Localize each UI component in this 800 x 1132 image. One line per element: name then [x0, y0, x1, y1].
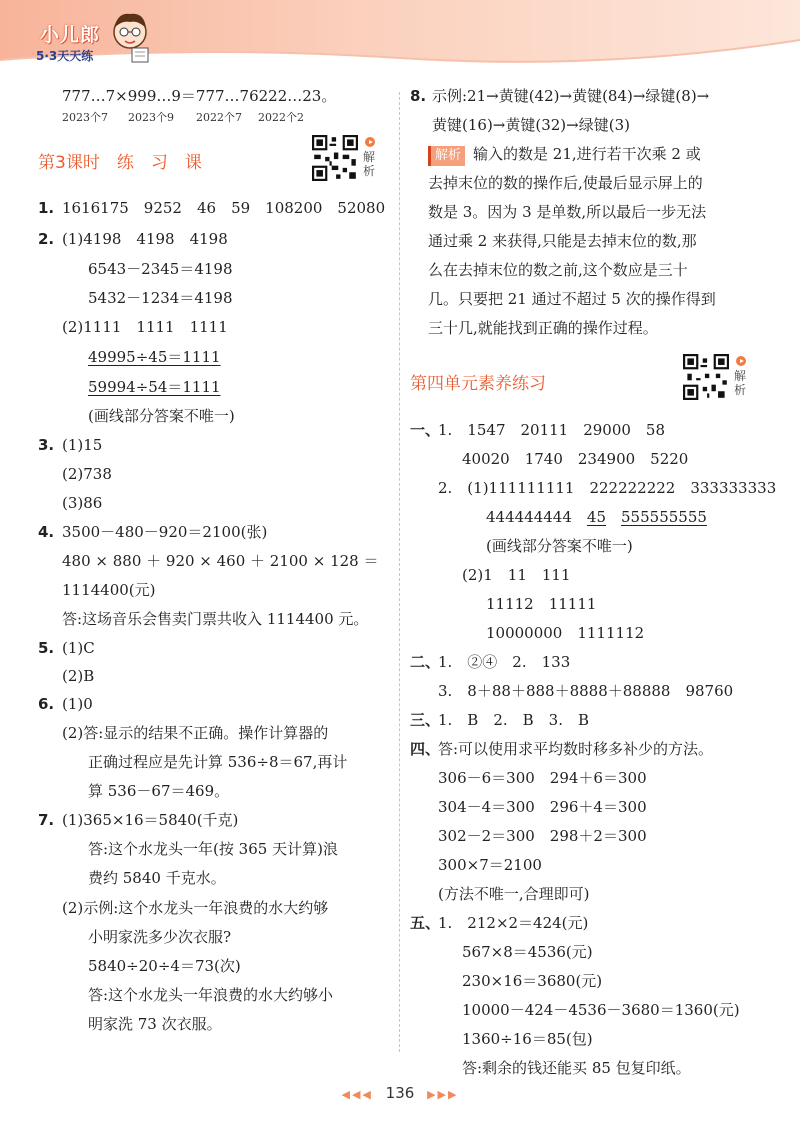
q6-2-line3: 算 536－67＝469。: [88, 782, 230, 800]
footer-right-arrows: ▶▶▶: [427, 1088, 459, 1101]
q2-2-eq1: 49995÷45＝1111: [88, 348, 221, 366]
q6-2-line2: 正确过程应是先计算 536÷8＝67,再计: [88, 753, 348, 771]
q2-1-eq2: 5432－1234＝4198: [88, 289, 233, 307]
q4-line2: 480 × 880 ＋ 920 × 460 ＋ 2100 × 128 ＝: [62, 552, 379, 570]
part1-q2-underline2: 555555555: [621, 508, 707, 526]
part1-q1-line2: 40020 1740 234900 5220: [462, 450, 689, 468]
q7-1-answer1: 答:这个水龙头一年(按 365 天计算)浪: [88, 840, 338, 858]
part4-eq2: 304－4＝300 296＋4＝300: [438, 798, 647, 816]
equation-sub-1: 2023个7: [62, 111, 108, 124]
part4-eq4: 300×7＝2100: [438, 856, 542, 874]
part1-q2-2-line2: 11112 11111: [486, 595, 597, 613]
part3-answers: 1. B 2. B 3. B: [438, 711, 590, 729]
q7-2-answer2: 明家洗 73 次衣服。: [88, 1015, 222, 1033]
qr-explain-label-unit4: 解析: [734, 369, 747, 397]
qr-explain-label: 解析: [363, 150, 376, 178]
q7-2-line1: (2)示例:这个水龙头一年浪费的水大约够: [62, 899, 329, 917]
part2-line2: 3. 8＋88＋888＋8888＋88888 98760: [438, 682, 734, 700]
jiexi-text1: 输入的数是 21,进行若干次乘 2 或: [473, 145, 701, 163]
part4-eq3: 302－2＝300 298＋2＝300: [438, 827, 647, 845]
q8-line2: 黄键(16)→黄键(32)→绿键(3): [432, 116, 630, 134]
q4-answer: 答:这场音乐会售卖门票共收入 1114400 元。: [62, 610, 369, 628]
q2-number: 2.: [38, 230, 55, 248]
q5-number: 5.: [38, 639, 55, 657]
q4-line1: 3500－480－920＝2100(张): [62, 523, 268, 541]
part1-q2-note: (画线部分答案不唯一): [486, 537, 633, 555]
section-title-lesson3: 第3课时 练 习 课: [38, 153, 202, 173]
part5-eq3: 230×16＝3680(元): [462, 972, 603, 990]
part1-q2-underline1: 45: [586, 508, 606, 526]
part1-q2-2-line3: 10000000 1111112: [486, 624, 645, 642]
page-footer: [0, 1084, 800, 1102]
part1-q1: 1. 1547 20111 29000 58: [438, 421, 666, 439]
part1-q2-2-line1: (2)1 11 111: [462, 566, 571, 584]
part5-answer: 答:剩余的钱还能买 85 包复印纸。: [462, 1059, 691, 1077]
q5-1: (1)C: [62, 639, 95, 657]
footer-left-arrows: ◀◀◀: [341, 1088, 373, 1101]
q1-number: 1.: [38, 199, 55, 217]
qr-code-icon[interactable]: [312, 135, 358, 181]
part1-q2-line1: 2. (1)111111111 222222222 333333333: [438, 479, 777, 497]
q3-number: 3.: [38, 436, 55, 454]
q4-number: 4.: [38, 523, 55, 541]
part4-answer: 答:可以使用求平均数时移多补少的方法。: [438, 740, 714, 758]
equation-sub-2: 2023个9: [128, 111, 174, 124]
logo-subtitle: 5·3天天练: [36, 49, 94, 63]
part1-q2-line2: [486, 507, 707, 527]
q2-2-answers: (2)1111 1111 1111: [62, 318, 228, 336]
part5-eq5: 1360÷16＝85(包): [462, 1030, 593, 1048]
section-title-unit4: 第四单元素养练习: [410, 374, 546, 394]
part5-label: 五、: [410, 914, 441, 932]
q2-1-eq1: 6543－2345＝4198: [88, 260, 233, 278]
logo-title: 小儿郎: [40, 24, 101, 46]
part1-q2-spacer: [606, 508, 621, 526]
part3-label: 三、: [410, 711, 441, 729]
jiexi-line6: 几。只要把 21 通过不超过 5 次的操作得到: [428, 290, 716, 308]
part4-eq1: 306－6＝300 294＋6＝300: [438, 769, 647, 787]
q8-number: 8.: [410, 87, 427, 105]
part5-eq4: 10000－424－4536－3680＝1360(元): [462, 1001, 740, 1019]
q6-number: 6.: [38, 695, 55, 713]
equation-sub-4: 2022个2: [258, 111, 304, 124]
equation-sub-3: 2022个7: [196, 111, 242, 124]
q3-2: (2)738: [62, 465, 112, 483]
top-equation: 777…7×999…9＝777…76222…23。: [62, 87, 337, 105]
q8-line1: 示例:21→黄键(42)→黄键(84)→绿键(8)→: [432, 87, 710, 105]
jiexi-line3: 数是 3。因为 3 是单数,所以最后一步无法: [428, 203, 707, 221]
q7-1-answer2: 费约 5840 千克水。: [88, 869, 226, 887]
jiexi-tag: 解析: [428, 146, 465, 166]
jiexi-line2: 去掉末位的数的操作后,使最后显示屏上的: [428, 174, 703, 192]
jiexi-line7: 三十几,就能找到正确的操作过程。: [428, 319, 658, 337]
q6-1: (1)0: [62, 695, 93, 713]
part1-q2-value: 444444444: [486, 508, 587, 526]
q7-2-line2: 小明家洗多少次衣服?: [88, 928, 232, 946]
q4-line3: 1114400(元): [62, 581, 156, 599]
q5-2: (2)B: [62, 667, 95, 685]
q7-number: 7.: [38, 811, 55, 829]
part5-eq2: 567×8＝4536(元): [462, 943, 593, 961]
q3-3: (3)86: [62, 494, 103, 512]
part2-label: 二、: [410, 653, 441, 671]
jiexi-line4: 通过乘 2 来获得,只能是去掉末位的数,那: [428, 232, 697, 250]
part4-note: (方法不唯一,合理即可): [438, 885, 590, 903]
q1-answer: 1616175 9252 46 59 108200 52080: [62, 199, 386, 217]
q6-2-line1: (2)答:显示的结果不正确。操作计算器的: [62, 724, 329, 742]
play-icon[interactable]: [365, 137, 375, 147]
part1-label: 一、: [410, 421, 441, 439]
page-number: 136: [385, 1084, 415, 1102]
qr-code-icon-unit4[interactable]: [683, 354, 729, 400]
page-header: [0, 0, 800, 78]
q7-1-eq: (1)365×16＝5840(千克): [62, 811, 239, 829]
q7-2-eq: 5840÷20÷4＝73(次): [88, 957, 241, 975]
q2-note: (画线部分答案不唯一): [88, 407, 235, 425]
q2-2-eq2: 59994÷54＝1111: [88, 378, 221, 396]
jiexi-line1: [428, 144, 701, 166]
part4-label: 四、: [410, 740, 441, 758]
q7-2-answer1: 答:这个水龙头一年浪费的水大约够小: [88, 986, 334, 1004]
part5-eq1: 1. 212×2＝424(元): [438, 914, 589, 932]
column-divider: [399, 92, 400, 1052]
q3-1: (1)15: [62, 436, 103, 454]
mascot-boy-icon: [108, 10, 152, 70]
play-icon-unit4[interactable]: [736, 356, 746, 366]
part2-line1: 1. ②④ 2. 133: [438, 653, 571, 671]
jiexi-line5: 么在去掉末位的数之前,这个数应是三十: [428, 261, 688, 279]
q2-1-answers: (1)4198 4198 4198: [62, 230, 228, 248]
